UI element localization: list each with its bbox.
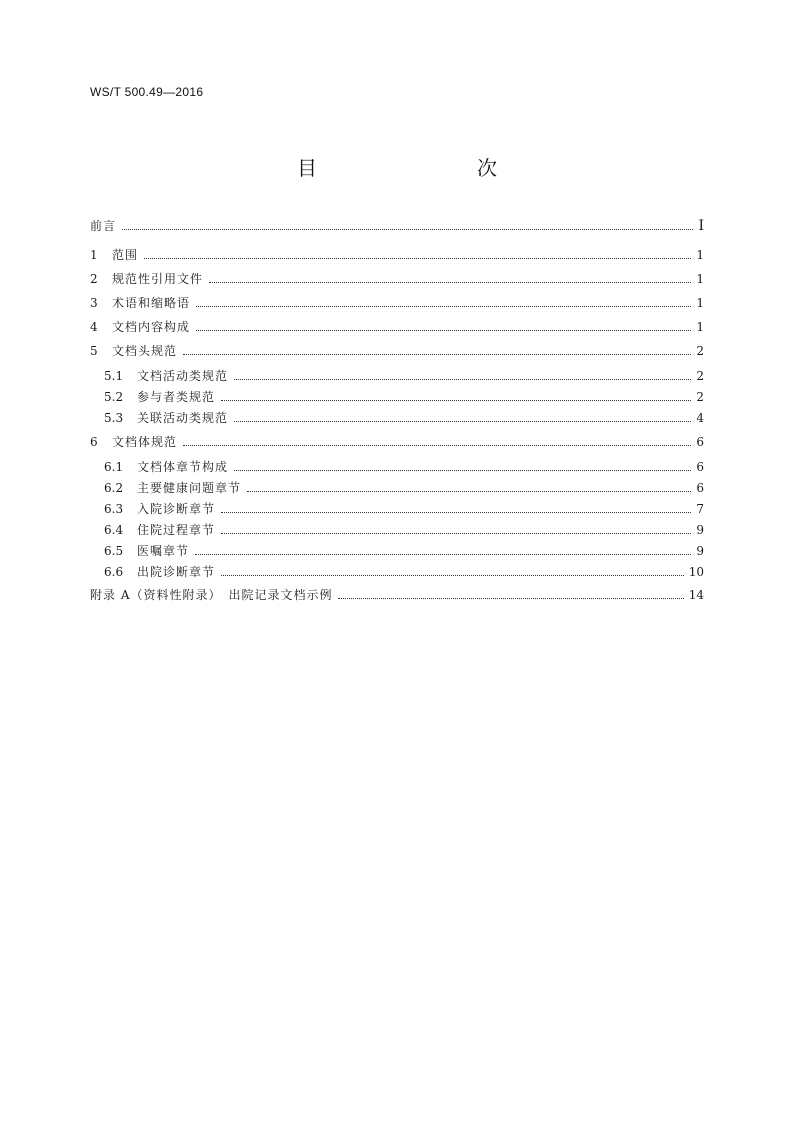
toc-entry-page: 14	[688, 588, 704, 602]
dot-leader	[196, 329, 691, 331]
toc-entry-number: 6.2	[104, 481, 124, 495]
toc-entry-label: 医嘱章节	[137, 544, 190, 558]
toc-entry-number: 5	[90, 344, 98, 358]
toc-entry-number: 5.1	[104, 369, 124, 383]
toc-entry-number: 2	[90, 272, 98, 286]
toc-entry-label: 术语和缩略语	[112, 296, 191, 310]
toc-entry-5-1[interactable]	[90, 368, 704, 384]
toc-entry-page: 2	[696, 390, 704, 404]
toc-entry-label: 住院过程章节	[137, 523, 216, 537]
toc-entry-number: 6.1	[104, 460, 124, 474]
toc-entry-page: 4	[696, 411, 704, 425]
toc-entry-6-3[interactable]	[90, 501, 704, 517]
toc-entry-page: 9	[696, 544, 704, 558]
toc-entry-6-6[interactable]	[90, 564, 704, 580]
toc-entry-6-4[interactable]	[90, 522, 704, 538]
toc-entry-6-2[interactable]	[90, 480, 704, 496]
toc-entry-label: 文档体章节构成	[137, 460, 229, 474]
toc-entry-page: Ⅰ	[698, 218, 704, 234]
toc-entry-label: 参与者类规范	[137, 390, 216, 404]
toc-entry-page: 1	[696, 296, 704, 310]
toc-entry-document-content[interactable]	[90, 319, 704, 335]
document-code: WS/T 500.49—2016	[90, 85, 204, 99]
toc-title: 目 次	[297, 156, 537, 180]
toc-entry-terms[interactable]	[90, 295, 704, 311]
toc-entry-number: 6.4	[104, 523, 124, 537]
toc-entry-number: 6.3	[104, 502, 124, 516]
toc-entry-scope[interactable]	[90, 247, 704, 263]
toc-entry-appendix-a[interactable]	[90, 587, 704, 603]
toc-entry-number: 5.3	[104, 411, 124, 425]
toc-entry-number: 5.2	[104, 390, 124, 404]
toc-entry-page: 1	[696, 272, 704, 286]
dot-leader	[247, 490, 691, 492]
toc-entry-label: 关联活动类规范	[137, 411, 229, 425]
toc-entry-body-spec[interactable]	[90, 434, 704, 450]
toc-entry-label: 文档头规范	[112, 344, 178, 358]
toc-entry-number: 4	[90, 320, 98, 334]
toc-entry-foreword[interactable]	[90, 218, 704, 238]
dot-leader	[144, 257, 691, 259]
toc-entry-page: 1	[696, 248, 704, 262]
toc-entry-label: 文档活动类规范	[137, 369, 229, 383]
dot-leader	[221, 574, 684, 576]
toc-entry-label: 出院诊断章节	[137, 565, 216, 579]
toc-entry-page: 6	[696, 481, 704, 495]
dot-leader	[221, 532, 691, 534]
toc-entry-label: 附录 A（资料性附录） 出院记录文档示例	[90, 588, 333, 602]
toc-entry-header-spec[interactable]	[90, 343, 704, 359]
dot-leader	[234, 378, 691, 380]
toc-entry-5-3[interactable]	[90, 410, 704, 426]
toc-entry-label: 前言	[90, 219, 117, 233]
toc-entry-number: 1	[90, 248, 98, 262]
table-of-contents	[90, 215, 704, 603]
dot-leader	[338, 597, 683, 599]
dot-leader	[183, 353, 691, 355]
toc-entry-6-1[interactable]	[90, 459, 704, 475]
dot-leader	[195, 553, 691, 555]
toc-entry-label: 入院诊断章节	[137, 502, 216, 516]
toc-entry-5-2[interactable]	[90, 389, 704, 405]
toc-entry-label: 规范性引用文件	[112, 272, 204, 286]
toc-entry-number: 6	[90, 435, 98, 449]
toc-entry-label: 文档内容构成	[112, 320, 191, 334]
dot-leader	[221, 511, 691, 513]
toc-entry-page: 9	[696, 523, 704, 537]
toc-entry-page: 7	[696, 502, 704, 516]
toc-entry-number: 6.5	[104, 544, 124, 558]
dot-leader	[183, 444, 691, 446]
toc-entry-page: 10	[688, 565, 704, 579]
toc-entry-number: 6.6	[104, 565, 124, 579]
dot-leader	[209, 281, 691, 283]
toc-entry-number: 3	[90, 296, 98, 310]
toc-entry-page: 2	[696, 369, 704, 383]
dot-leader	[221, 399, 691, 401]
dot-leader	[234, 420, 691, 422]
dot-leader	[122, 228, 693, 230]
toc-entry-page: 6	[696, 435, 704, 449]
dot-leader	[234, 469, 691, 471]
toc-entry-page: 6	[696, 460, 704, 474]
toc-entry-page: 1	[696, 320, 704, 334]
toc-entry-label: 文档体规范	[112, 435, 178, 449]
dot-leader	[196, 305, 691, 307]
toc-entry-label: 主要健康问题章节	[137, 481, 242, 495]
toc-entry-label: 范围	[112, 248, 139, 262]
toc-entry-6-5[interactable]	[90, 543, 704, 559]
toc-entry-page: 2	[696, 344, 704, 358]
toc-entry-normative-references[interactable]	[90, 271, 704, 287]
